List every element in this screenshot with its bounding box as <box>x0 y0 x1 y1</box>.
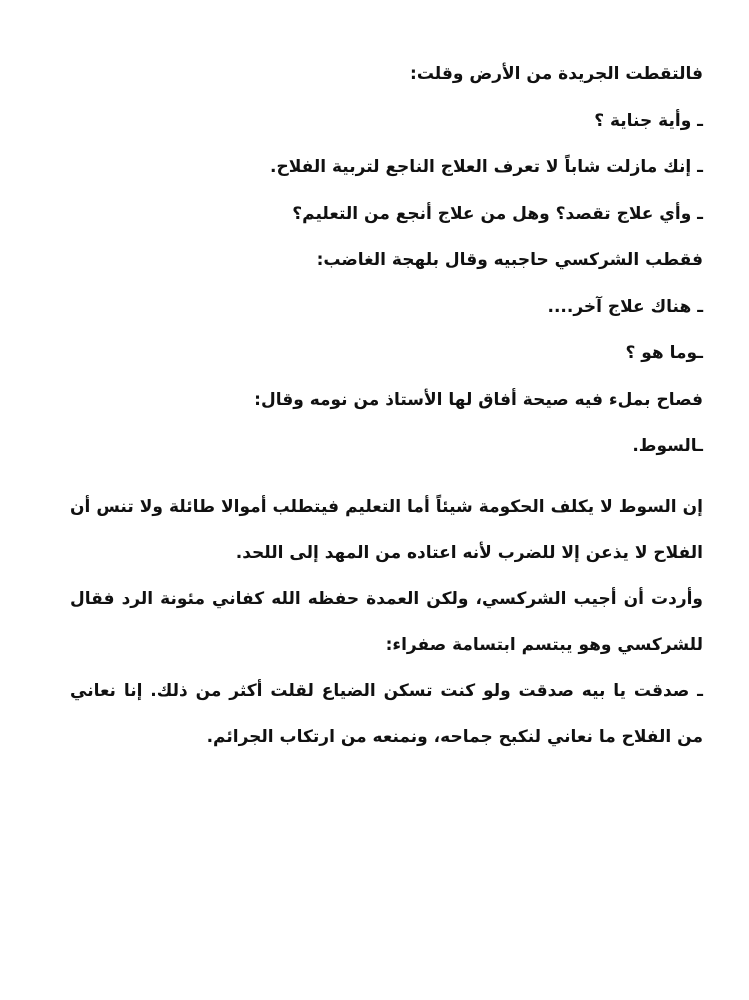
dialogue-line: فصاح بملء فيه صيحة أفاق لها الأستاذ من نومه وقال: <box>254 389 703 410</box>
dialogue-line: ـ وأي علاج تقصد؟ وهل من علاج أنجع من التعليم؟ <box>292 203 703 224</box>
dialogue-line: فقطب الشركسي حاجبيه وقال بلهجة الغاضب: <box>316 250 703 270</box>
dialogue-line: ـ وأية جناية ؟ <box>594 110 703 131</box>
dialogue-line: فالتقطت الجريدة من الأرض وقلت: <box>410 64 703 84</box>
dialogue-line: ـوما هو ؟ <box>625 343 703 363</box>
narrative-paragraph: إن السوط لا يكلف الحكومة شيئاً أما التعليم فيتطلب أموالا طائلة ولا تنس أن الفلاح لا يذعن إلا للضرب لأنه اعتاده من المهد إلى اللحد. <box>70 497 703 563</box>
dialogue-section <box>70 58 703 477</box>
narrative-section <box>70 484 703 760</box>
dialogue-line: ـ إنك مازلت شاباً لا تعرف العلاج الناجع لتربية الفلاح. <box>270 157 703 177</box>
dialogue-line: ـالسوط. <box>632 436 703 456</box>
dialogue-line: ـ هناك علاج آخر.... <box>547 296 703 317</box>
narrative-paragraph: ـ صدقت يا بيه صدقت ولو كنت تسكن الضياع لقلت أكثر من ذلك. إنا نعاني من الفلاح ما نعاني لنكبح جماحه، ونمنعه من ارتكاب الجرائم. <box>70 681 703 747</box>
narrative-paragraph: وأردت أن أجيب الشركسي، ولكن العمدة حفظه الله كفاني مئونة الرد فقال للشركسي وهو يبتسم ابتسامة صفراء: <box>70 589 703 655</box>
